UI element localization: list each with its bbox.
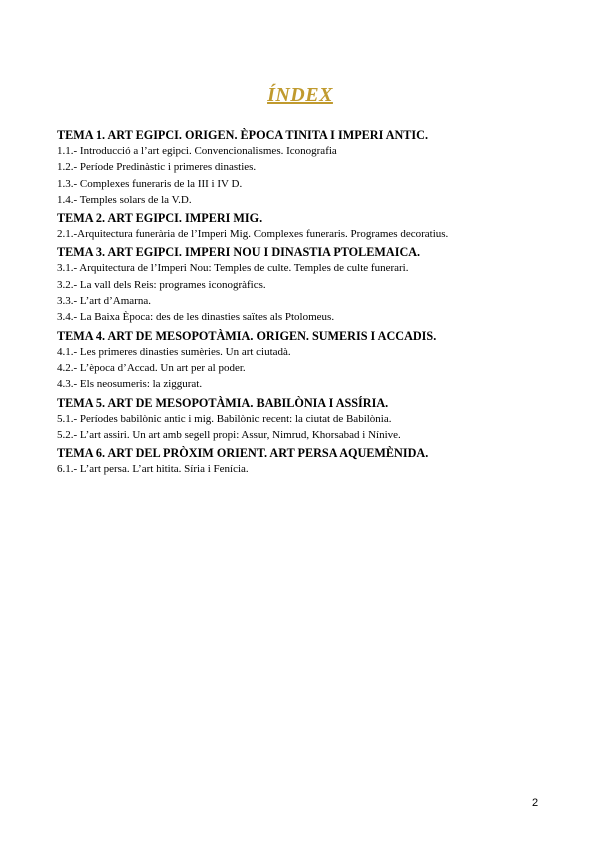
- toc-section-3: [57, 244, 557, 325]
- toc-entry: 1.2.- Període Predinàstic i primeres dinasties.: [57, 161, 257, 174]
- toc-entry: 4.1.- Les primeres dinasties sumèries. Un art ciutadà.: [57, 345, 291, 358]
- toc-entry: 4.2.- L’època d’Accad. Un art per al poder.: [57, 361, 246, 374]
- section-heading: TEMA 5. ART DE MESOPOTÀMIA. BABILÒNIA I ASSÍRIA.: [57, 395, 389, 410]
- toc-entry: 3.3.- L’art d’Amarna.: [57, 295, 151, 308]
- toc-entry: 3.4.- La Baixa Època: des de les dinasties saïtes als Ptolomeus.: [57, 311, 335, 324]
- toc-entry: 3.1.- Arquitectura de l’Imperi Nou: Temples de culte. Temples de culte funerari.: [57, 262, 409, 275]
- toc-entry: 4.3.- Els neosumeris: la ziggurat.: [57, 378, 203, 391]
- section-heading: TEMA 4. ART DE MESOPOTÀMIA. ORIGEN. SUMERIS I ACCADIS.: [57, 328, 437, 343]
- table-of-contents: [57, 127, 557, 479]
- section-heading: TEMA 1. ART EGIPCI. ORIGEN. ÈPOCA TINITA I IMPERI ANTIC.: [57, 128, 429, 142]
- page-number: 2: [532, 797, 539, 809]
- toc-entry: 1.4.- Temples solars de la V.D.: [57, 193, 192, 206]
- section-heading: TEMA 2. ART EGIPCI. IMPERI MIG.: [57, 211, 263, 226]
- toc-entry: 5.2.- L’art assiri. Un art amb segell propi: Assur, Nimrud, Khorsabad i Nínive.: [57, 428, 401, 441]
- toc-entry: 6.1.- L’art persa. L’art hitita. Síria i Fenícia.: [57, 463, 249, 476]
- index-title: ÍNDEX: [267, 84, 333, 106]
- toc-section-5: [57, 395, 557, 444]
- toc-entry: 1.3.- Complexes funeraris de la III i IV D.: [57, 177, 243, 190]
- toc-section-4: [57, 328, 557, 393]
- toc-entry: 3.2.- La vall dels Reis: programes iconogràfics.: [57, 278, 266, 291]
- section-heading: TEMA 6. ART DEL PRÒXIM ORIENT. ART PERSA AQUEMÈNIDA.: [57, 446, 429, 461]
- toc-section-2: [57, 210, 557, 242]
- toc-section-1: [57, 127, 557, 208]
- toc-entry: 2.1.-Arquitectura funerària de l’Imperi Mig. Complexes funeraris. Programes decoratius.: [57, 228, 449, 241]
- toc-entry: 5.1.- Períodes babilònic antic i mig. Babilònic recent: la ciutat de Babilònia.: [57, 412, 392, 425]
- toc-section-6: [57, 445, 557, 477]
- section-heading: TEMA 3. ART EGIPCI. IMPERI NOU I DINASTIA PTOLEMAICA.: [57, 245, 421, 260]
- toc-entry: 1.1.- Introducció a l’art egipci. Convencionalismes. Iconografia: [57, 145, 337, 157]
